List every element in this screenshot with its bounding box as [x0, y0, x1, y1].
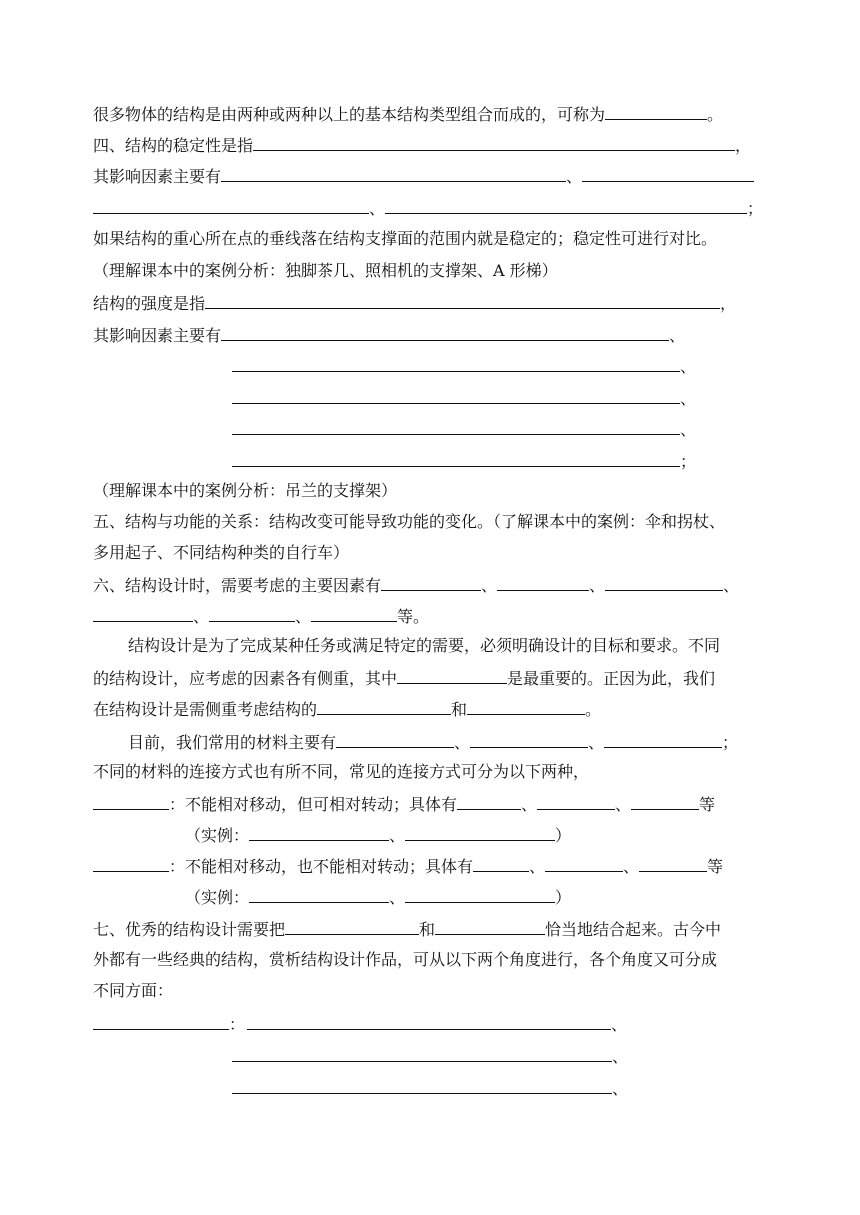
blank[interactable] [473, 854, 529, 872]
blank[interactable] [93, 792, 169, 810]
blank[interactable] [605, 573, 723, 591]
blank[interactable] [405, 823, 555, 841]
blank[interactable] [221, 323, 669, 341]
blank[interactable] [435, 917, 545, 935]
line-classic-structures: 外都有一些经典的结构，赏析结构设计作品，可从以下两个角度进行，各个角度又可分成 [93, 950, 718, 969]
blank[interactable] [639, 854, 707, 872]
blank[interactable] [93, 604, 193, 622]
blank[interactable] [232, 354, 680, 372]
blank[interactable] [605, 102, 707, 120]
aspect-line: 、 [232, 1076, 628, 1100]
blank[interactable] [497, 573, 589, 591]
line-excellent-design: 七、优秀的结构设计需要把 和 恰当地结合起来。古今中 [93, 917, 721, 941]
blank[interactable] [631, 792, 699, 810]
line-center-of-gravity: 如果结构的重心所在点的垂线落在结构支撑面的范围内就是稳定的；稳定性可进行对比。 [93, 229, 718, 248]
blank[interactable] [385, 196, 747, 214]
line-strength-factors: 其影响因素主要有 、 [93, 323, 685, 347]
line-combined-structure: 很多物体的结构是由两种或两种以上的基本结构类型组合而成的，可称为 。 [93, 102, 723, 126]
blank[interactable] [285, 917, 419, 935]
line-case-analysis-2: （理解课本中的案例分析：吊兰的支撑架） [93, 481, 398, 500]
line-hinge-examples: （实例： 、 ） [185, 823, 571, 847]
blank[interactable] [405, 885, 555, 903]
blank[interactable] [604, 730, 722, 748]
line-design-consider: 在结构设计是需侧重考虑结构的 和 。 [93, 697, 601, 721]
blank[interactable] [232, 1044, 612, 1062]
blank[interactable] [336, 730, 454, 748]
blank[interactable] [537, 792, 615, 810]
blank[interactable] [253, 133, 735, 151]
strength-factor-line: ； [232, 449, 696, 473]
line-stability-factors: 其影响因素主要有 、 [93, 164, 754, 188]
blank[interactable] [470, 730, 588, 748]
blank[interactable] [247, 1012, 611, 1030]
line-aspect-1: ： 、 [93, 1012, 627, 1036]
line-structure-function: 五、结构与功能的关系：结构改变可能导致功能的变化。（了解课本中的案例：伞和拐杖、 [93, 512, 726, 531]
blank[interactable] [457, 792, 521, 810]
blank[interactable] [205, 291, 720, 309]
line-rigid-examples: （实例： 、 ） [185, 885, 571, 909]
blank[interactable] [467, 697, 585, 715]
blank[interactable] [93, 854, 169, 872]
line-aspects: 不同方面： [93, 981, 174, 1000]
blank[interactable] [249, 885, 389, 903]
strength-factor-line: 、 [232, 354, 696, 378]
blank[interactable] [232, 449, 680, 467]
aspect-line: 、 [232, 1044, 628, 1068]
line-hinge-connection: ：不能相对移动，但可相对转动；具体有 、 、 等 [93, 792, 715, 816]
line-rigid-connection: ：不能相对移动，也不能相对转动；具体有 、 、 等 [93, 854, 723, 878]
line-stability-definition: 四、结构的稳定性是指 ， [93, 133, 751, 157]
line-stability-factors-2: 、 ； [93, 196, 763, 220]
line-design-priority: 的结构设计，应考虑的因素各有侧重，其中 是最重要的。正因为此，我们 [93, 666, 715, 690]
line-design-factors-2: 、 、 等。 [93, 604, 429, 628]
blank[interactable] [582, 164, 754, 182]
blank[interactable] [397, 666, 507, 684]
blank[interactable] [545, 854, 623, 872]
line-case-analysis-1: （理解课本中的案例分析：独脚茶几、照相机的支撑架、A 形梯） [93, 261, 558, 280]
blank[interactable] [311, 604, 397, 622]
blank[interactable] [209, 604, 295, 622]
strength-factor-line: 、 [232, 417, 696, 441]
line-materials: 目前，我们常用的材料主要有 、 、 ； [128, 730, 738, 754]
blank[interactable] [93, 196, 369, 214]
line-structure-function-2: 多用起子、不同结构种类的自行车） [93, 543, 350, 562]
line-connection-methods: 不同的材料的连接方式也有所不同，常见的连接方式可分为以下两种， [93, 762, 590, 781]
line-design-factors: 六、结构设计时，需要考虑的主要因素有 、 、 、 [93, 573, 739, 597]
blank[interactable] [232, 386, 680, 404]
blank[interactable] [232, 1076, 612, 1094]
blank[interactable] [93, 1012, 229, 1030]
strength-factor-line: 、 [232, 386, 696, 410]
blank[interactable] [381, 573, 481, 591]
blank[interactable] [232, 417, 680, 435]
blank[interactable] [317, 697, 451, 715]
blank[interactable] [249, 823, 389, 841]
line-strength-definition: 结构的强度是指 ， [93, 291, 736, 315]
line-design-purpose: 结构设计是为了完成某种任务或满足特定的需要，必须明确设计的目标和要求。不同 [128, 636, 721, 655]
blank[interactable] [221, 164, 566, 182]
